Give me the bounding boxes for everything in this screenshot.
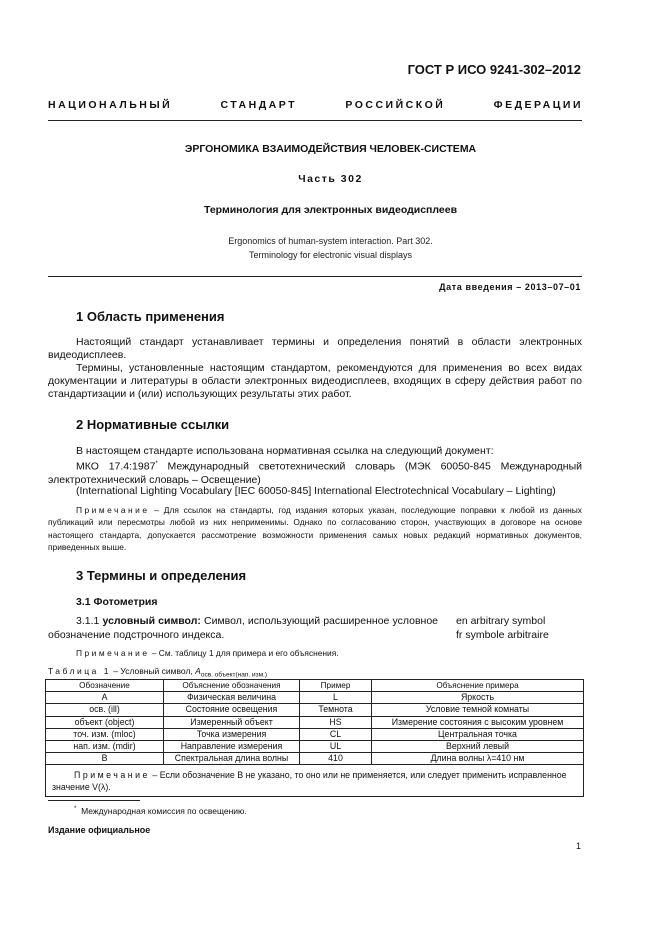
table-cell: 410	[300, 753, 372, 765]
subsection-heading: 3.1 Фотометрия	[76, 596, 158, 608]
term-entry	[48, 614, 438, 642]
table-cell: A	[46, 692, 164, 704]
note-label: Примечание	[74, 770, 150, 781]
document-number: ГОСТ Р ИСО 9241-302–2012	[407, 62, 581, 77]
paragraph: Настоящий стандарт устанавливает термины и определения понятий в области электронных видеодисплеев.	[48, 336, 582, 361]
reference-paragraph	[48, 458, 582, 487]
table-cell: Центральная точка	[372, 728, 584, 740]
footnote-mark: *	[74, 806, 77, 813]
term-number: 3.1.1	[76, 615, 100, 627]
footnote-rule	[48, 800, 140, 801]
english-title-line: Terminology for electronic visual displays	[248, 250, 413, 260]
table-header-cell: Обозначение	[46, 680, 164, 692]
note-text: – Для ссылок на стандарты, год издания которых указан, последующие поправки к любой из данных публикаций или пересмотры любой из них неприменимы. Однако по согласованию сторон, участвующих в договоре на основе настоящего стандарта, допускается рассмотрение возможности применения самых новых редакций нормативных документов, приведенных выше.	[48, 505, 582, 552]
table-cell: Точка измерения	[164, 728, 300, 740]
paragraph: (International Lighting Vocabulary [IEC 60050-845] International Electrotechnical Vocabulary – Lighting)	[76, 485, 556, 497]
table-cell: Направление измерения	[164, 740, 300, 752]
english-title	[0, 234, 661, 262]
note-label: Примечание	[76, 648, 150, 658]
footnote-text: Международная комиссия по освещению.	[81, 806, 247, 816]
banner-word: ФЕДЕРАЦИИ	[493, 99, 583, 111]
table-cell: L	[300, 692, 372, 704]
table-cell: Спектральная длина волны	[164, 753, 300, 765]
banner-word: СТАНДАРТ	[220, 99, 298, 111]
table-row	[46, 728, 584, 740]
table-row	[46, 716, 584, 728]
note-text: – См. таблицу 1 для примера и его объяснения.	[149, 648, 339, 658]
table-cell: Условие темной комнаты	[372, 704, 584, 716]
banner-rule	[48, 120, 582, 121]
table-cell: Физическая величина	[164, 692, 300, 704]
table-note-cell	[46, 765, 584, 797]
footnote	[74, 806, 247, 816]
document-subtitle: Терминология для электронных видеодисплеев	[203, 204, 458, 216]
document-part: Часть 302	[298, 173, 363, 185]
table-cell: B	[46, 753, 164, 765]
page-number: 1	[576, 841, 582, 851]
term-definition: Символ, использующий расширенное условное обозначение подстрочного индекса.	[48, 615, 439, 641]
note-text: – Если обозначение B не указано, то оно или не применяется, или следует применить исправленное значение V(λ).	[52, 770, 567, 793]
table-cell: Яркость	[372, 692, 584, 704]
paragraph: Термины, установленные настоящим стандартом, рекомендуются для применения во всех видах документации и литературы в области электронных видеодисплеев, входящих в сферу действия работ по стандартизации и (или) использующих результаты этих работ.	[48, 362, 582, 400]
table-cell: Измеренный объект	[164, 716, 300, 728]
section-heading: 3 Термины и определения	[76, 568, 247, 583]
table-cell: точ. изм. (mloc)	[46, 728, 164, 740]
table-row	[46, 704, 584, 716]
banner-word: НАЦИОНАЛЬНЫЙ	[48, 99, 173, 111]
footnote-mark: *	[155, 461, 158, 467]
english-title-line: Ergonomics of human-system interaction. Part 302.	[228, 236, 433, 246]
table-caption-symbol: A	[195, 666, 201, 676]
intro-rule	[48, 276, 582, 277]
standard-banner	[48, 99, 583, 111]
banner-word: РОССИЙСКОЙ	[345, 99, 446, 111]
table-cell: осв. (ill)	[46, 704, 164, 716]
table-row	[46, 692, 584, 704]
table-row	[46, 740, 584, 752]
table-note-row	[46, 765, 584, 797]
introduction-date: Дата введения – 2013–07–01	[439, 282, 581, 292]
symbol-table	[45, 679, 584, 797]
table-cell: Длина волны λ=410 нм	[372, 753, 584, 765]
table-cell: CL	[300, 728, 372, 740]
term-equivalent-en: en arbitrary symbol	[456, 615, 546, 627]
table-header-cell: Объяснение примера	[372, 680, 584, 692]
table-cell: HS	[300, 716, 372, 728]
section-heading: 2 Нормативные ссылки	[76, 417, 230, 432]
note-paragraph	[48, 504, 582, 553]
section-heading: 1 Область применения	[76, 309, 225, 324]
reference-title: Международный светотехнический словарь (МЭК 60050-845 Международный электротехнический словарь – Освещение)	[48, 460, 582, 486]
edition-label: Издание официальное	[48, 825, 151, 835]
table-cell: Состояние освещения	[164, 704, 300, 716]
table-header-row	[46, 680, 584, 692]
paragraph: В настоящем стандарте использована нормативная ссылка на следующий документ:	[76, 445, 494, 457]
document-title: ЭРГОНОМИКА ВЗАИМОДЕЙСТВИЯ ЧЕЛОВЕК-СИСТЕМА	[184, 143, 477, 155]
table-caption-text: – Условный символ,	[110, 666, 196, 676]
table-cell: объект (object)	[46, 716, 164, 728]
table-cell: Темнота	[300, 704, 372, 716]
table-caption-subscript: осв. объект(нап. изм.)	[200, 671, 268, 679]
term-name: условный символ:	[102, 615, 201, 627]
table-caption	[48, 666, 267, 679]
note-paragraph	[48, 647, 582, 659]
table-cell: нап. изм. (mdir)	[46, 740, 164, 752]
note-label: Примечание	[76, 505, 150, 515]
table-cell: UL	[300, 740, 372, 752]
table-header-cell: Объяснение обозначения	[164, 680, 300, 692]
table-row	[46, 753, 584, 765]
table-cell: Верхний левый	[372, 740, 584, 752]
reference-code: МКО 17.4:1987	[76, 460, 156, 473]
table-cell: Измерение состояния с высоким уровнем	[372, 716, 584, 728]
table-header-cell: Пример	[300, 680, 372, 692]
table-caption-label: Таблица 1	[48, 666, 111, 676]
term-equivalent-fr: fr symbole arbitraire	[456, 629, 549, 641]
